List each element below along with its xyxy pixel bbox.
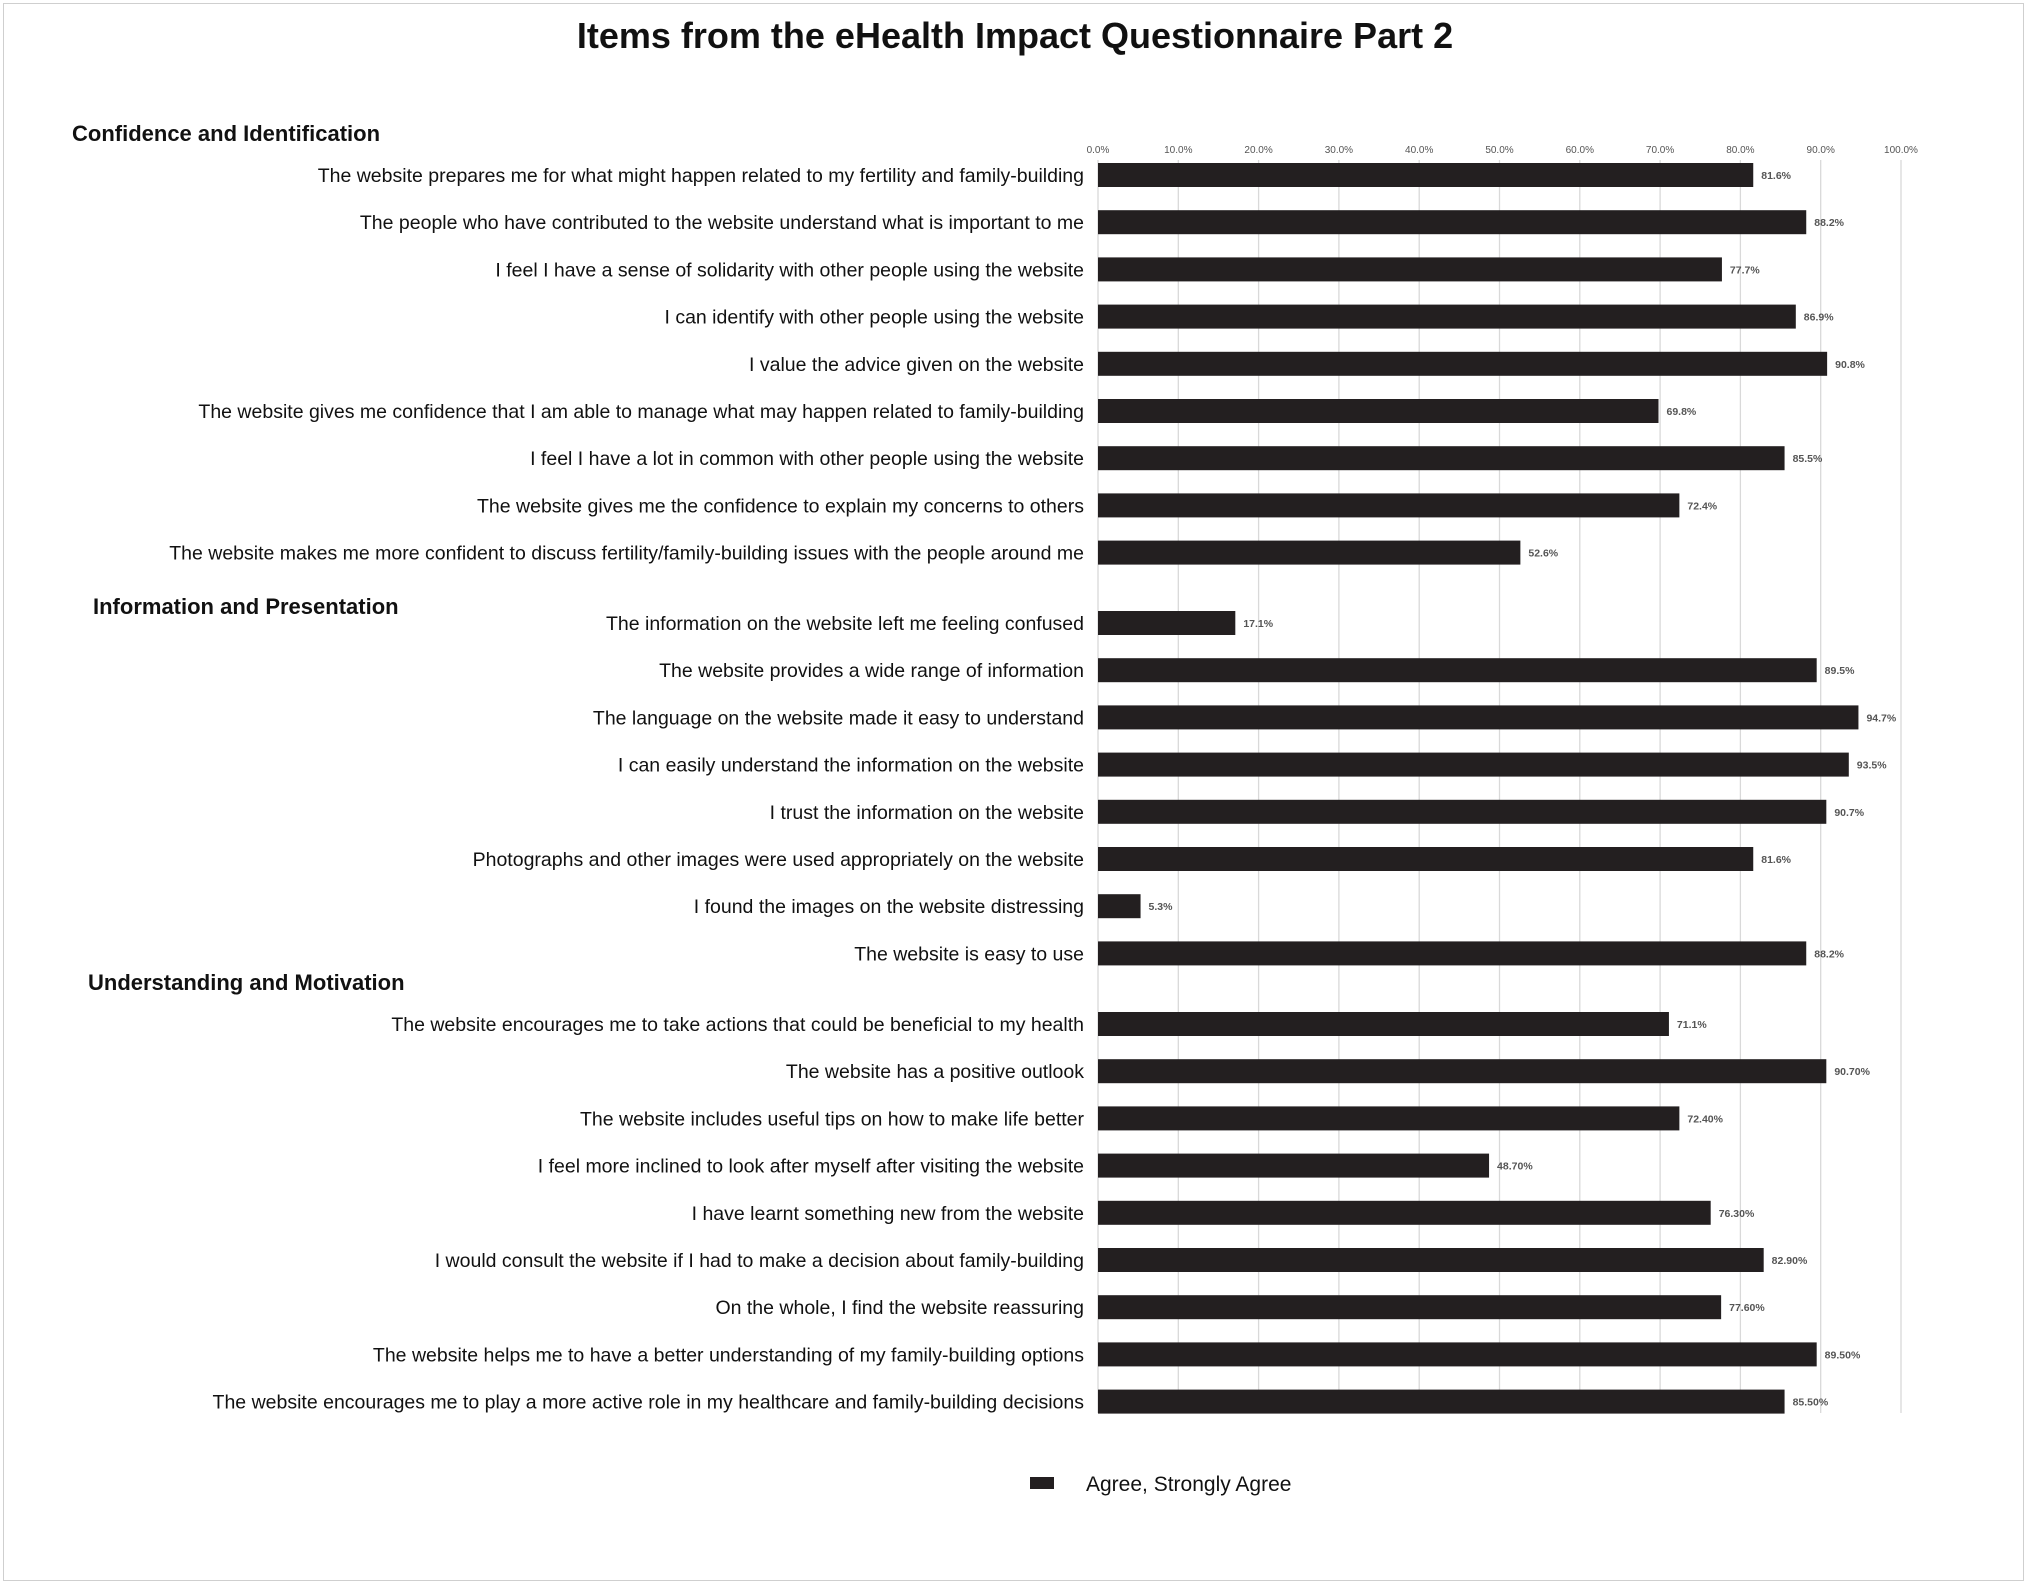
bar-row (593, 705, 1897, 729)
bar (1098, 1154, 1489, 1178)
category-label: The website gives me confidence that I am able to manage what may happen related to family-building (198, 401, 1084, 423)
data-label: 52.6% (1528, 547, 1559, 560)
category-label: I have learnt something new from the website (691, 1202, 1084, 1225)
bar-row (538, 1154, 1534, 1178)
bar (1098, 658, 1817, 682)
x-tick-label: 10.0% (1164, 145, 1193, 156)
bar-row (659, 658, 1855, 682)
category-label: I trust the information on the website (769, 801, 1084, 824)
bar (1098, 210, 1806, 234)
x-tick-label: 60.0% (1565, 145, 1594, 156)
data-label: 85.50% (1792, 1396, 1829, 1409)
bar (1098, 800, 1826, 824)
bar (1098, 541, 1520, 565)
bar-row (664, 305, 1834, 329)
category-label: I feel I have a sense of solidarity with other people using the website (495, 259, 1084, 282)
bar-row (694, 894, 1173, 918)
group-header: Understanding and Motivation (88, 970, 405, 995)
bar (1098, 611, 1235, 635)
category-label: The website helps me to have a better understanding of my family-building options (372, 1344, 1084, 1367)
bar (1098, 257, 1722, 281)
bar (1098, 1342, 1817, 1366)
bar (1098, 894, 1141, 918)
category-label: The website encourages me to take actions that could be beneficial to my health (391, 1014, 1084, 1036)
x-tick-label: 30.0% (1324, 145, 1354, 156)
category-label: The website encourages me to play a more active role in my healthcare and family-building decisions (212, 1391, 1084, 1414)
category-label: The website gives me the confidence to explain my concerns to others (477, 495, 1084, 518)
data-label: 81.6% (1761, 854, 1792, 866)
bar-row (435, 1248, 1808, 1272)
group-header: Confidence and Identification (72, 121, 381, 146)
bar (1098, 305, 1796, 329)
bar (1098, 1059, 1826, 1083)
category-label: The website prepares me for what might happen related to my fertility and family-building (317, 165, 1084, 187)
bar (1098, 1106, 1679, 1130)
bar (1098, 1248, 1764, 1272)
bar-row (213, 1390, 1829, 1414)
data-label: 86.9% (1803, 311, 1834, 324)
group-header: Information and Presentation (93, 594, 399, 619)
bar-row (318, 163, 1792, 187)
bar (1098, 493, 1679, 517)
bar-row (580, 1106, 1724, 1130)
x-tick-label: 40.0% (1405, 145, 1434, 156)
bar-row (169, 541, 1559, 565)
data-label: 77.7% (1729, 264, 1760, 277)
x-tick-label: 70.0% (1645, 145, 1675, 156)
data-label: 81.6% (1761, 170, 1792, 182)
data-label: 85.5% (1792, 453, 1823, 466)
data-label: 5.3% (1148, 901, 1173, 914)
category-label: On the whole, I find the website reassuring (715, 1297, 1084, 1320)
bar-row (373, 1342, 1861, 1366)
data-label: 94.7% (1866, 712, 1897, 725)
data-label: 90.70% (1834, 1066, 1870, 1079)
category-label: The website provides a wide range of information (659, 660, 1084, 683)
bar (1098, 399, 1658, 423)
bar (1098, 163, 1753, 187)
bar-row (692, 1201, 1755, 1225)
bar-row (360, 210, 1845, 234)
bar (1098, 1390, 1785, 1414)
gridlines (1098, 160, 1901, 1413)
bar (1098, 446, 1785, 470)
bar-row (391, 1012, 1707, 1036)
bar-row (618, 753, 1887, 777)
bar (1098, 1012, 1669, 1036)
bars (169, 163, 1897, 1414)
bar-row (198, 399, 1697, 423)
bar-row (749, 352, 1866, 376)
data-label: 48.70% (1497, 1160, 1533, 1173)
category-label: Photographs and other images were used appropriately on the website (472, 849, 1084, 871)
category-label: The website is easy to use (854, 943, 1084, 966)
bar-row (606, 611, 1274, 635)
data-label: 89.50% (1824, 1349, 1861, 1362)
category-label: The language on the website made it easy to understand (592, 707, 1084, 730)
category-label: I feel more inclined to look after myself after visiting the website (537, 1155, 1084, 1178)
category-label: The information on the website left me feeling confused (605, 613, 1084, 635)
category-label: The people who have contributed to the website understand what is important to me (359, 212, 1084, 235)
data-label: 76.30% (1718, 1207, 1755, 1220)
data-label: 72.40% (1687, 1113, 1723, 1126)
bar-row (770, 800, 1865, 824)
bar-row (495, 257, 1760, 281)
bar (1098, 1201, 1711, 1225)
x-tick-label: 80.0% (1726, 145, 1755, 156)
x-tick-label: 0.0% (1086, 145, 1110, 156)
category-label: The website includes useful tips on how to make life better (579, 1108, 1084, 1131)
data-label: 69.8% (1666, 406, 1697, 418)
data-label: 71.1% (1676, 1019, 1707, 1031)
x-tick-label: 90.0% (1806, 145, 1835, 156)
legend-swatch (1030, 1477, 1054, 1489)
legend-label: Agree, Strongly Agree (1086, 1473, 1292, 1496)
bar-row (473, 847, 1792, 871)
category-label: The website has a positive outlook (785, 1061, 1084, 1084)
category-label: I value the advice given on the website (749, 353, 1084, 376)
bar (1098, 753, 1849, 777)
bar-row (786, 1059, 1871, 1083)
chart-title: Items from the eHealth Impact Questionnaire Part 2 (576, 15, 1454, 56)
category-label: The website makes me more confident to discuss fertility/family-building issues with the people around me (169, 542, 1084, 565)
category-label: I feel I have a lot in common with other people using the website (530, 448, 1084, 471)
data-label: 88.2% (1814, 217, 1845, 230)
category-label: I can easily understand the information on the website (617, 754, 1084, 777)
bar (1098, 352, 1827, 376)
x-tick-label: 100.0% (1884, 145, 1918, 156)
data-label: 93.5% (1856, 759, 1887, 772)
bar-row (530, 446, 1823, 470)
bar (1098, 847, 1753, 871)
data-label: 90.7% (1834, 806, 1865, 819)
data-label: 77.60% (1729, 1302, 1765, 1315)
bar-row (715, 1295, 1765, 1319)
bar-row (854, 941, 1844, 965)
legend (1030, 1473, 1291, 1496)
x-tick-label: 50.0% (1485, 145, 1514, 156)
data-label: 90.8% (1835, 358, 1865, 371)
data-label: 82.90% (1771, 1255, 1808, 1267)
bar (1098, 941, 1806, 965)
bar (1098, 705, 1858, 729)
data-label: 72.4% (1687, 500, 1718, 513)
bar (1098, 1295, 1721, 1319)
data-label: 89.5% (1824, 665, 1855, 678)
category-label: I found the images on the website distressing (693, 896, 1084, 919)
x-axis-ticks (1087, 145, 1918, 156)
data-label: 17.1% (1243, 618, 1274, 630)
x-tick-label: 20.0% (1244, 145, 1273, 156)
data-label: 88.2% (1814, 948, 1845, 961)
category-label: I would consult the website if I had to make a decision about family-building (434, 1250, 1084, 1272)
category-label: I can identify with other people using the website (664, 306, 1084, 329)
